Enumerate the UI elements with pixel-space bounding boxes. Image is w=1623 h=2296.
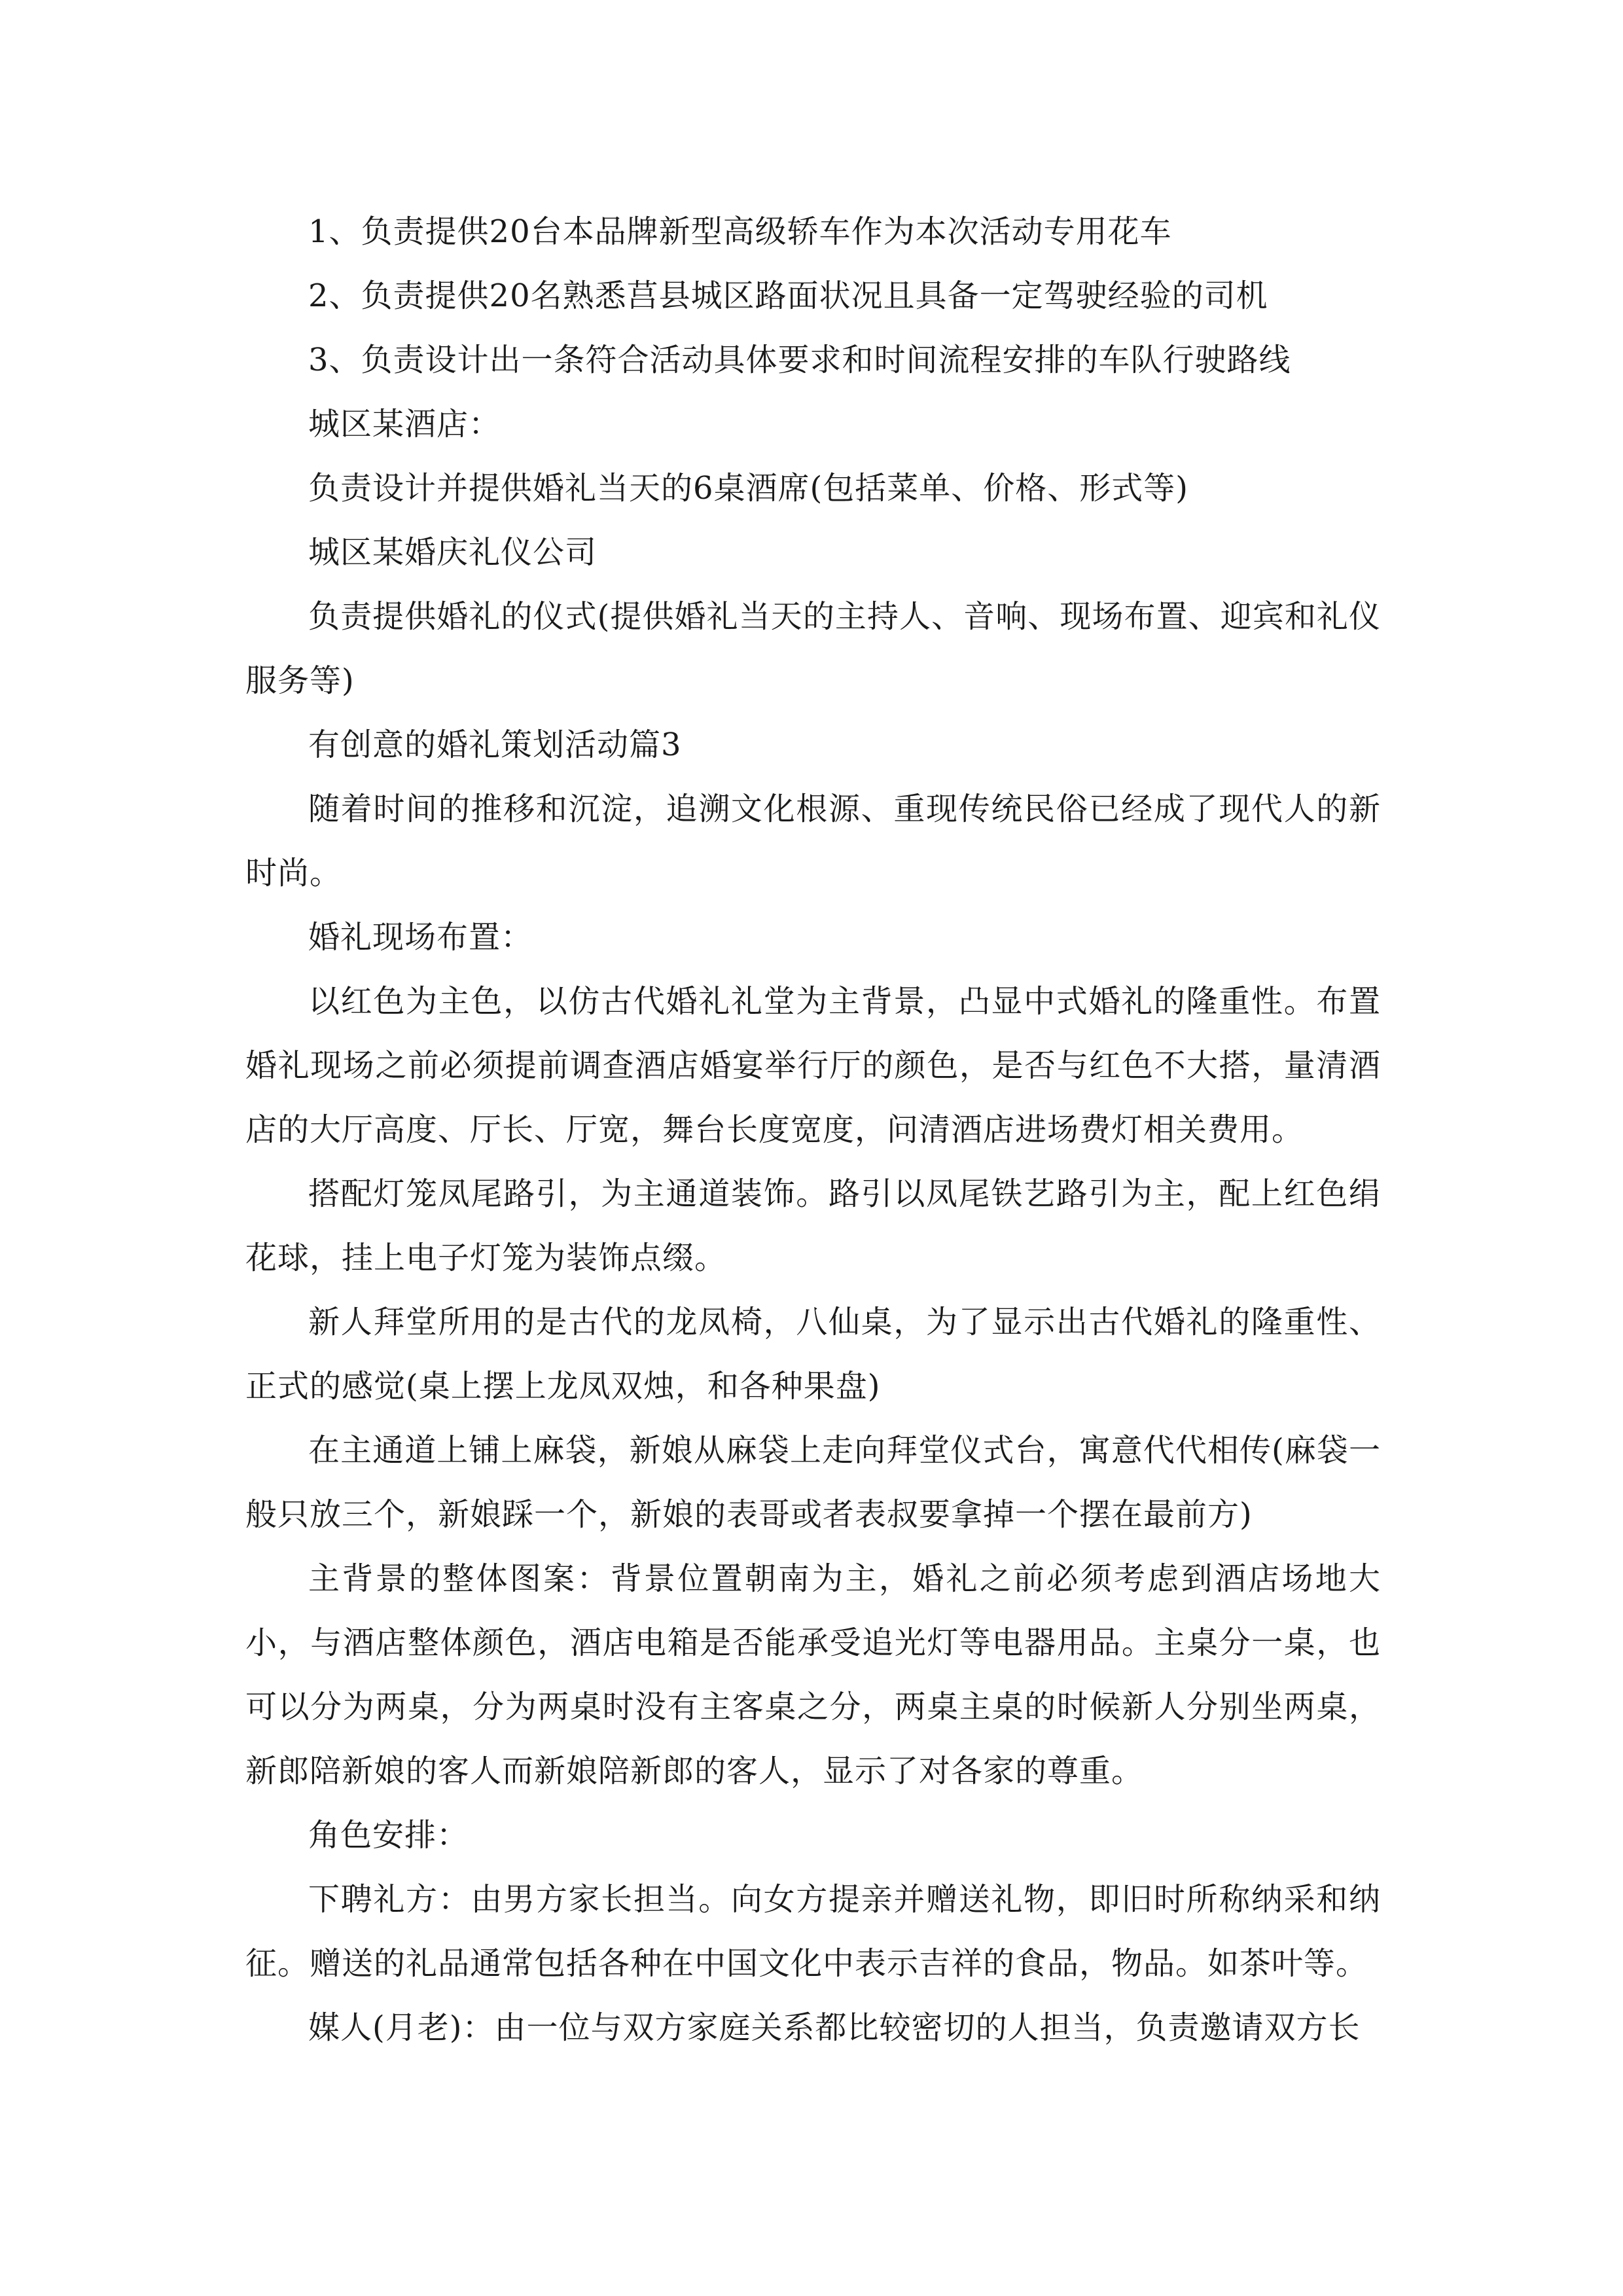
paragraph-ceremony-services: 负责提供婚礼的仪式(提供婚礼当天的主持人、音响、现场布置、迎宾和礼仪服务等)	[245, 598, 1381, 699]
paragraph-hotel-heading: 城区某酒店：	[308, 406, 501, 442]
paragraph-venue-color: 以红色为主色，以仿古代婚礼礼堂为主背景，凸显中式婚礼的隆重性。布置婚礼现场之前必须提前调查酒店婚宴举行厅的颜色，是否与红色不大搭，量清酒店的大厅高度、厅长、厅宽，舞台长度宽度，问清酒店进场费灯相关费用。	[245, 983, 1381, 1148]
paragraph-sack-path: 在主通道上铺上麻袋，新娘从麻袋上走向拜堂仪式台，寓意代代相传(麻袋一般只放三个，新娘踩一个，新娘的表哥或者表叔要拿掉一个摆在最前方)	[245, 1432, 1381, 1533]
paragraph-car-provision: 1、负责提供20台本品牌新型高级轿车作为本次活动专用花车	[308, 213, 1172, 250]
document-body	[245, 200, 1381, 2060]
paragraph-roles-heading: 角色安排：	[308, 1817, 469, 1854]
paragraph-matchmaker: 媒人(月老)：由一位与双方家庭关系都比较密切的人担当，负责邀请双方长	[308, 2009, 1361, 2046]
paragraph-hotel-banquet: 负责设计并提供婚礼当天的6桌酒席(包括菜单、价格、形式等)	[308, 470, 1188, 507]
paragraph-dragon-phoenix-chairs: 新人拜堂所用的是古代的龙凤椅，八仙桌，为了显示出古代婚礼的隆重性、正式的感觉(桌上摆上龙凤双烛，和各种果盘)	[245, 1304, 1381, 1405]
paragraph-etiquette-company-heading: 城区某婚庆礼仪公司	[308, 534, 597, 571]
paragraph-intro: 随着时间的推移和沉淀，追溯文化根源、重现传统民俗已经成了现代人的新时尚。	[245, 791, 1381, 891]
paragraph-lantern-path: 搭配灯笼凤尾路引，为主通道装饰。路引以凤尾铁艺路引为主，配上红色绢花球，挂上电子灯笼为装饰点缀。	[245, 1175, 1381, 1276]
section-title: 有创意的婚礼策划活动篇3	[308, 726, 682, 763]
paragraph-route-design: 3、负责设计出一条符合活动具体要求和时间流程安排的车队行驶路线	[308, 342, 1291, 378]
paragraph-main-backdrop: 主背景的整体图案：背景位置朝南为主，婚礼之前必须考虑到酒店场地大小，与酒店整体颜色，酒店电箱是否能承受追光灯等电器用品。主桌分一桌，也可以分为两桌，分为两桌时没有主客桌之分，两桌主桌的时候新人分别坐两桌，新郎陪新娘的客人而新娘陪新郎的客人，显示了对各家的尊重。	[245, 1560, 1381, 1789]
paragraph-betrothal-gift: 下聘礼方：由男方家长担当。向女方提亲并赠送礼物，即旧时所称纳采和纳征。赠送的礼品通常包括各种在中国文化中表示吉祥的食品，物品。如茶叶等。	[245, 1881, 1381, 1982]
paragraph-venue-heading: 婚礼现场布置：	[308, 919, 533, 956]
paragraph-driver-provision: 2、负责提供20名熟悉莒县城区路面状况且具备一定驾驶经验的司机	[308, 278, 1268, 314]
